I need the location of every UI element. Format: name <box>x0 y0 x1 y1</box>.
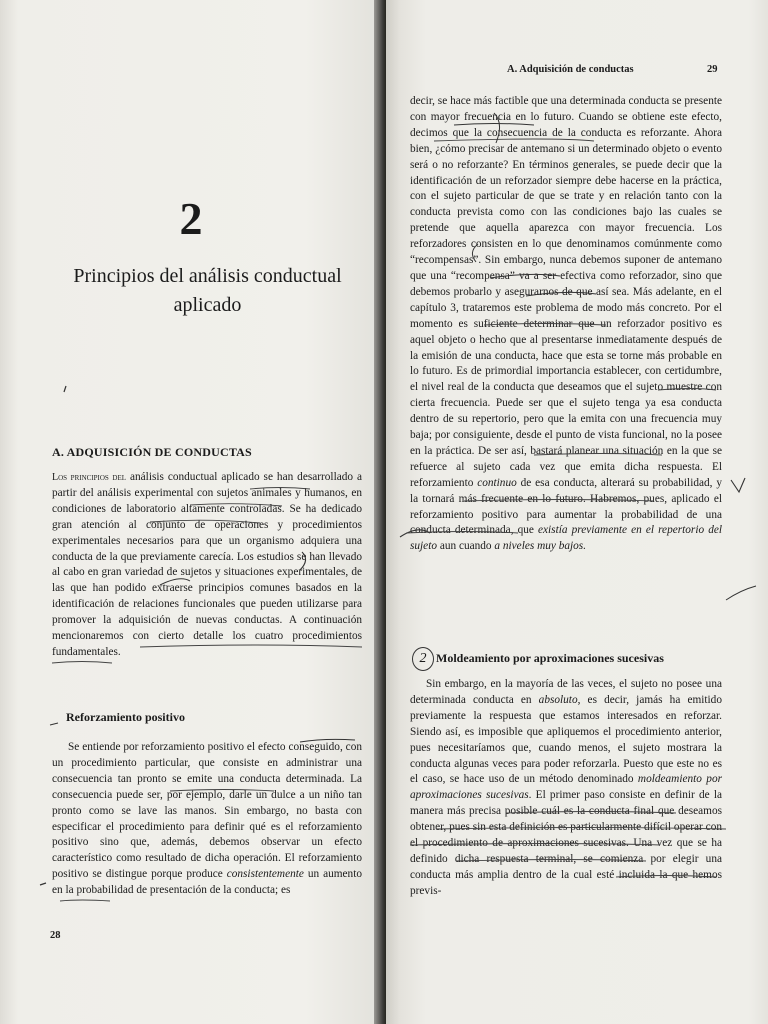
running-head: A. Adquisición de conductas <box>507 64 634 75</box>
paragraph-text: aun cuando <box>437 540 495 553</box>
paragraph-text: Se entiende por reforzamiento positivo el efecto conseguido, con un procedimiento particular, que consiste en administrar una consecuencia tan pronto se emite una conducta determinada. La consecuencia puede ser, por ejemplo, darle un dulce a un niño tan pronto como se lave las manos. Sin embargo, no basta con especificar el procedimiento para definir qué es el reforzamiento positivo sino que, además, debemos observar un efecto característico como resultado de dicha operación. El reforzamiento positivo se distingue porque produce <box>52 741 362 881</box>
right-page <box>386 0 768 1024</box>
left-page <box>0 0 382 1024</box>
circled-number: 2 <box>412 647 434 671</box>
paragraph-text: decir, se hace más factible que una determinada conducta se presente con mayor frecuencia en lo futuro. Cuando se obtiene este efecto, decimos que la consecuencia de la conducta es reforzante. Ahora bien, ¿cómo precisar de antemano si un determinado objeto o evento será o no reforzante? En términos generales, se puede decir que la identificación de un reforzador siempre debe hacerse en la práctica, con el sujeto particular de que se trate y en relación tanto con la conducta prevista como con las condiciones bajo las cuales se pretende que aquella aparezca con mayor frecuencia. Los reforzadores consisten en lo que denominamos comúnmente como “recompensas”. Sin embargo, nunca debemos suponer de antemano que una “recompensa” va a ser efectiva como reforzador, sino que debemos probarlo y asegurarnos de que así sea. Más adelante, en el capítulo 3, trataremos este problema de modo más concreto. Por el momento es suficiente determinar que un reforzador positivo es aquel objeto o hecho que al presentarse inmediatamente después de la emisión de una conducta, hace que esta se torne más probable en lo futuro. Es de primordial importancia establecer, con certidumbre, el nivel real de la conducta que deseamos que el sujeto muestre con cierta frecuencia. Puede ser que el sujeto tenga ya esa conducta dentro de su repertorio, pero que la emita con una frecuencia muy baja; por consiguiente, desde el punto de vista funcional, no la posee en la práctica. De ser así, bastará planear una situación en la que se refuerce al sujeto cada vez que emita dicha respuesta. El reforzamiento <box>410 95 722 489</box>
section-heading: A. ADQUISICIÓN DE CONDUCTAS <box>52 445 252 459</box>
page-number-left: 28 <box>50 930 61 941</box>
emphasis-text: a niveles muy bajos. <box>494 540 587 553</box>
emphasis-text: absoluto <box>538 693 578 706</box>
lead-words: Los principios del <box>52 472 127 483</box>
paragraph-text: Sin embargo, en la mayoría de las veces, el sujeto no posee una determinada conducta en <box>410 678 722 706</box>
section-paragraph <box>52 470 362 661</box>
subheading-moldeamiento <box>412 647 664 671</box>
emphasis-text: consistentemente <box>226 868 304 881</box>
subsection-paragraph <box>52 740 362 899</box>
chapter-number: 2 <box>179 193 203 244</box>
subheading-reforzamiento: Reforzamiento positivo <box>66 710 185 724</box>
right-paragraph-1 <box>410 94 722 555</box>
right-paragraph-2 <box>410 677 722 900</box>
paragraph-text: de esa conducta, alterará su probabilidad, y la tornará más frecuente en lo futuro. Habremos, pues, aplicado el reforzamiento positivo para aumentar la probabilidad de una conducta determinada, que <box>410 476 722 537</box>
emphasis-text: moldeamiento por aproximaciones sucesivas <box>410 773 722 802</box>
chapter-title: Principios del análisis conductual aplicado <box>73 265 342 316</box>
page-number-right: 29 <box>707 64 718 75</box>
paragraph-text: un aumento en la probabilidad de presentación de la conducta; es <box>52 868 362 897</box>
emphasis-text: existía previamente en el repertorio del sujeto <box>410 524 722 553</box>
paragraph-text: análisis conductual aplicado se han desarrollado a partir del análisis experimental con sujetos animales y humanos, en condiciones de laboratorio altamente controladas. Se ha dedicado gran atención al conjunto de operaciones y procedimientos experimentales necesarios para que un organismo adquiera una conducta de la que previamente carecía. Los estudios se han llevado al cabo en gran variedad de sujetos y situaciones experimentales, de las que han podido extraerse principios comunes basados en la identificación de relaciones funcionales que pueden utilizarse para promover la adquisición de nuevas conductas. A continuación mencionaremos con cierto detalle los cuatro procedimientos fundamentales. <box>52 471 362 658</box>
paragraph-text: , es decir, jamás ha emitido previamente la respuesta que estamos interesados en reforzar. Siendo así, es imposible que apliquemos el procedimiento anterior, pues necesitaríamos que, cuando menos, el sujeto mostrara la conducta algunas veces para poder reforzarla. Puesto que este no es el caso, se hace uso de un método denominado <box>410 693 722 786</box>
subheading-text: Moldeamiento por aproximaciones sucesivas <box>436 650 664 665</box>
paragraph-text: . El primer paso consiste en definir de la manera más precisa posible cuál es la conducta final que deseamos obtener, pues sin esta definición es particularmente difícil operar con el procedimiento de aproximaciones sucesivas. Una vez que se ha definido dicha respuesta terminal, se comienza por elegir una conducta más amplia dentro de la cual esté incluida la que hemos previs- <box>410 789 722 897</box>
emphasis-text: continuo <box>477 476 517 489</box>
